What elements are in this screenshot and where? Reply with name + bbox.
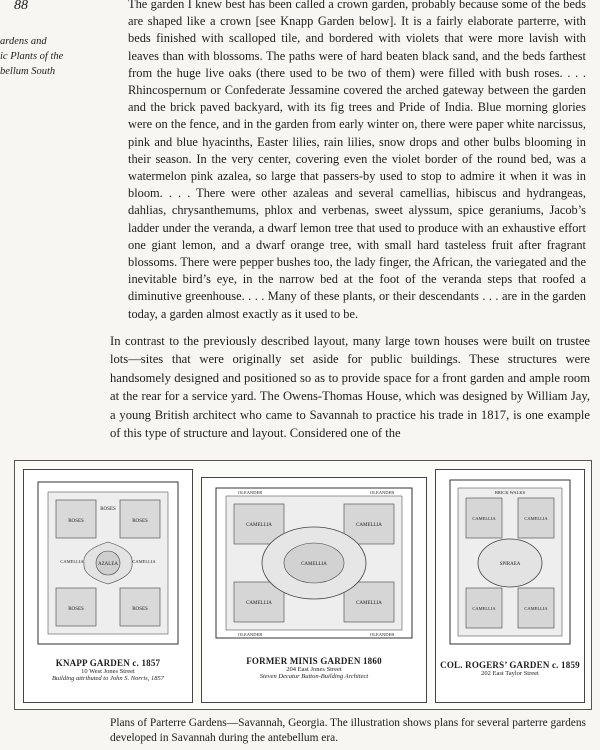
figure-caption: Plans of Parterre Gardens—Savannah, Georgia. The illustration shows plans for several parterre gardens developed in Savannah during the antebellum era.: [110, 717, 586, 744]
plan-label: CAMELLIA: [524, 516, 548, 521]
plan-label: ROSES: [68, 519, 84, 524]
knapp-garden-plan: [23, 469, 193, 703]
plan-label: OLEANDER: [238, 490, 263, 495]
plan-label: ROSES: [68, 607, 84, 612]
sidebar-line: ardens and: [0, 36, 47, 47]
plan-address: 202 East Taylor Street: [481, 670, 539, 677]
plan-label: CAMELLIA: [132, 559, 156, 564]
plan-label: OLEANDER: [370, 490, 395, 495]
knapp-garden-drawing: [24, 470, 192, 650]
plan-caption: [202, 656, 426, 680]
plan-title: KNAPP GARDEN c. 1857: [55, 658, 161, 668]
plan-label: CAMELLIA: [301, 562, 327, 567]
running-sidebar-title: [0, 34, 110, 79]
sidebar-line: ic Plants of the: [0, 51, 64, 62]
minis-garden-drawing: [202, 478, 426, 648]
plan-credit: Steven Decatur Button-Building Architect: [259, 673, 369, 680]
plan-label: AZALEA: [98, 562, 118, 567]
plan-title: FORMER MINIS GARDEN 1860: [246, 656, 382, 666]
plan-label: CAMELLIA: [356, 601, 382, 606]
plan-label: ROSES: [132, 519, 148, 524]
plan-label: SPIRAEA: [499, 562, 521, 567]
rogers-garden-plan: [435, 469, 585, 703]
page-number: 88: [14, 0, 28, 13]
plan-caption: [436, 660, 584, 677]
plan-address: 10 West Jones Street: [81, 668, 135, 675]
rogers-garden-drawing: [436, 470, 584, 650]
plan-label: CAMELLIA: [524, 606, 548, 611]
block-quote: The garden I knew best has been called a crown garden, probably because some of the beds are shaped like a crown [see Knapp Garden below]. It is a fairly elaborate parterre, with beds finished with scalloped tile, and bordered with violets that were more lavish with leaves than with blossoms. The paths were of hard beaten black sand, and the beds farthest from the huge live oaks (there used to be two of them) were filled with bush roses. . . . Rhincospernum or Confederate Jessamine covered the arched gateway between the garden and the brick paved backyard, with its fig trees and Pride of India. Blue morning glories were on the fence, and in the garden from early winter on, there were paper white narcissus, pink and blue hyacinths, Easter lilies, rain lilies, snow drops and other bulbs blooming in their season. In the very center, covering even the violet border of the round bed, was a watermelon pink azalea, so large that passers-by used to stop to admire it when it was in bloom. . . . There were other azaleas and several camellias, hibiscus and hydrangeas, dahlias, chrysanthemums, phlox and verbenas, sweet alyssum, spice geraniums, Jacob’s ladder under the veranda, a dwarf lemon tree that used to produce with an exhaustive effort one giant lemon, and a dwarf orange tree, with small hard tasteless fruit after fragrant blossoms. There were pepper bushes too, the lady finger, the African, the variegated and the inevitable bird’s eye, in the narrow bed at the foot of the veranda steps that roofed a diminutive greenhouse. . . . Many of these plants, or their descendants . . . are in the garden today, a garden almost exactly as it used to be.: [128, 0, 586, 321]
plan-label: CAMELLIA: [60, 559, 84, 564]
plan-caption: [24, 658, 192, 682]
plan-title: COL. ROGERS’ GARDEN c. 1859: [440, 660, 580, 670]
plan-label: OLEANDER: [238, 632, 263, 637]
plan-label: ROSES: [100, 507, 116, 512]
plan-label: CAMELLIA: [472, 606, 496, 611]
plan-label: CAMELLIA: [472, 516, 496, 521]
plan-label: CAMELLIA: [356, 523, 382, 528]
plan-label: CAMELLIA: [246, 601, 272, 606]
plan-label: OLEANDER: [370, 632, 395, 637]
plan-address: 204 East Jones Street: [286, 666, 342, 673]
plan-label: ROSES: [132, 607, 148, 612]
garden-plans-figure: [14, 460, 592, 710]
sidebar-line: bellum South: [0, 66, 56, 77]
plan-label: BRICK WALKS: [494, 490, 526, 495]
body-paragraph: In contrast to the previously described layout, many large town houses were built on trustee lots—sites that were originally set aside for public buildings. These structures were handsomely designed and positioned so as to provide space for a front garden and ample room at the rear for a service yard. The Owens-Thomas House, which was designed by William Jay, a young British architect who came to Savannah to practice his trade in 1817, is one example of this type of structure and layout. Considered one of the: [110, 334, 590, 441]
minis-garden-plan: [201, 477, 427, 703]
plan-credit: Building attributed to John S. Norris, 1857: [52, 675, 164, 682]
plan-label: CAMELLIA: [246, 523, 272, 528]
